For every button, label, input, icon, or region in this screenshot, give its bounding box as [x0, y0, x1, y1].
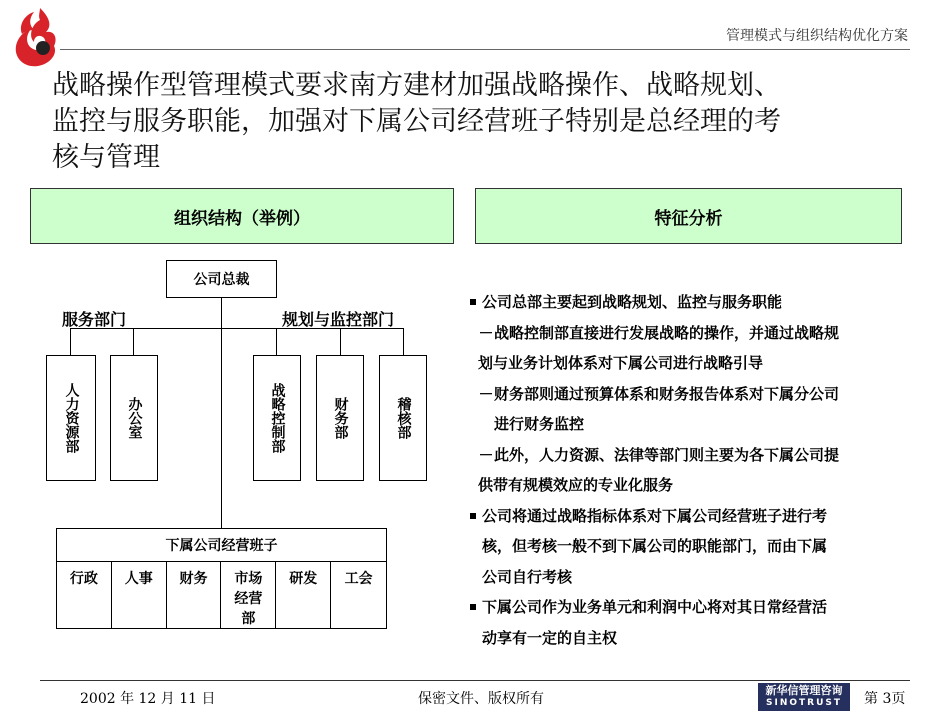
org-node-strategy: [253, 355, 301, 481]
org-node-finance: [316, 355, 364, 481]
sub-text: 划与业务计划体系对下属公司进行战略引导: [478, 354, 764, 372]
company-logo-icon: [10, 6, 62, 68]
strategy-label: 战略控制部: [269, 383, 286, 453]
dash-glyph: －: [478, 445, 494, 464]
org-node-hr: [46, 355, 96, 481]
office-label: 办公室: [126, 397, 143, 439]
title-line-3: 核与管理: [52, 142, 160, 173]
title-line-1: 战略操作型管理模式要求南方建材加强战略操作、战略规划、: [52, 70, 781, 101]
header-title: 管理模式与组织结构优化方案: [726, 28, 908, 44]
feature-sub-item: [470, 440, 920, 471]
connector-strategy: [276, 328, 277, 355]
audit-label: 稽核部: [395, 397, 412, 439]
subsidiary-dept: 工会: [331, 562, 387, 629]
footer-divider: [40, 680, 910, 681]
planning-group-label: 规划与监控部门: [282, 310, 395, 329]
feature-bullet: 公司总部主要起到战略规划、监控与服务职能: [470, 287, 920, 318]
features-section-header: 特征分析: [475, 188, 902, 244]
sub-text: 供带有规模效应的专业化服务: [478, 476, 674, 494]
org-node-president: 公司总裁: [166, 260, 277, 298]
org-node-office: [110, 355, 158, 481]
sub-text: 战略控制部直接进行发展战略的操作，并通过战略规: [494, 323, 840, 342]
feature-sub-item-cont: [470, 348, 920, 379]
feature-sub-item: [470, 318, 920, 349]
feature-sub-item: [470, 379, 920, 410]
page-number: 第 3页: [864, 691, 906, 707]
sinotrust-badge: [758, 683, 850, 711]
badge-en: SINOTRUST: [765, 698, 842, 708]
subsidiary-dept: 研发: [276, 562, 331, 629]
org-section-header: 组织结构（举例）: [30, 188, 454, 244]
feature-sub-item-cont: [470, 409, 920, 440]
org-node-audit: [379, 355, 427, 481]
connector-hr: [70, 328, 71, 355]
finance-label: 财务部: [332, 397, 349, 439]
dash-glyph: －: [478, 384, 494, 403]
feature-bullet: 公司将通过战略指标体系对下属公司经营班子进行考: [470, 501, 920, 532]
sub-text: 此外，人力资源、法律等部门则主要为各下属公司提: [494, 445, 840, 464]
page-title: [52, 68, 922, 176]
feature-sub-item-cont: [470, 470, 920, 501]
feature-bullet: 下属公司作为业务单元和利润中心将对其日常经营活: [470, 592, 920, 623]
dash-glyph: －: [478, 323, 494, 342]
connector-office: [133, 328, 134, 355]
service-group-label: 服务部门: [62, 310, 127, 329]
title-line-2: 监控与服务职能，加强对下属公司经营班子特别是总经理的考: [52, 106, 781, 137]
feature-bullet-cont: 动享有一定的自主权: [482, 628, 618, 647]
feature-bullet-cont: 核，但考核一般不到下属公司的职能部门，而由下属: [482, 537, 828, 555]
subsidiary-dept: 人事: [111, 562, 166, 629]
connector-audit: [403, 328, 404, 355]
subsidiary-table: [56, 528, 387, 629]
sub-text: 进行财务监控: [494, 415, 585, 433]
badge-cn: 新华信管理咨询: [765, 684, 843, 697]
sub-text: 财务部则通过预算体系和财务报告体系对下属分公司: [494, 384, 840, 403]
subsidiary-dept: 行政: [57, 562, 112, 629]
connector-root-vertical: [221, 298, 222, 528]
connector-finance: [340, 328, 341, 355]
header-divider: [60, 49, 910, 50]
subsidiary-dept: 市场经营部: [221, 562, 276, 629]
hr-label: 人力资源部: [63, 383, 80, 453]
features-list: [470, 287, 920, 653]
subsidiary-dept: 财务: [166, 562, 221, 629]
footer-confidential: 保密文件、版权所有: [418, 691, 544, 707]
subsidiary-title: 下属公司经营班子: [57, 529, 387, 562]
feature-bullet-cont: 公司自行考核: [482, 567, 573, 586]
footer-date: 2002 年 12 月 11 日: [80, 691, 216, 707]
